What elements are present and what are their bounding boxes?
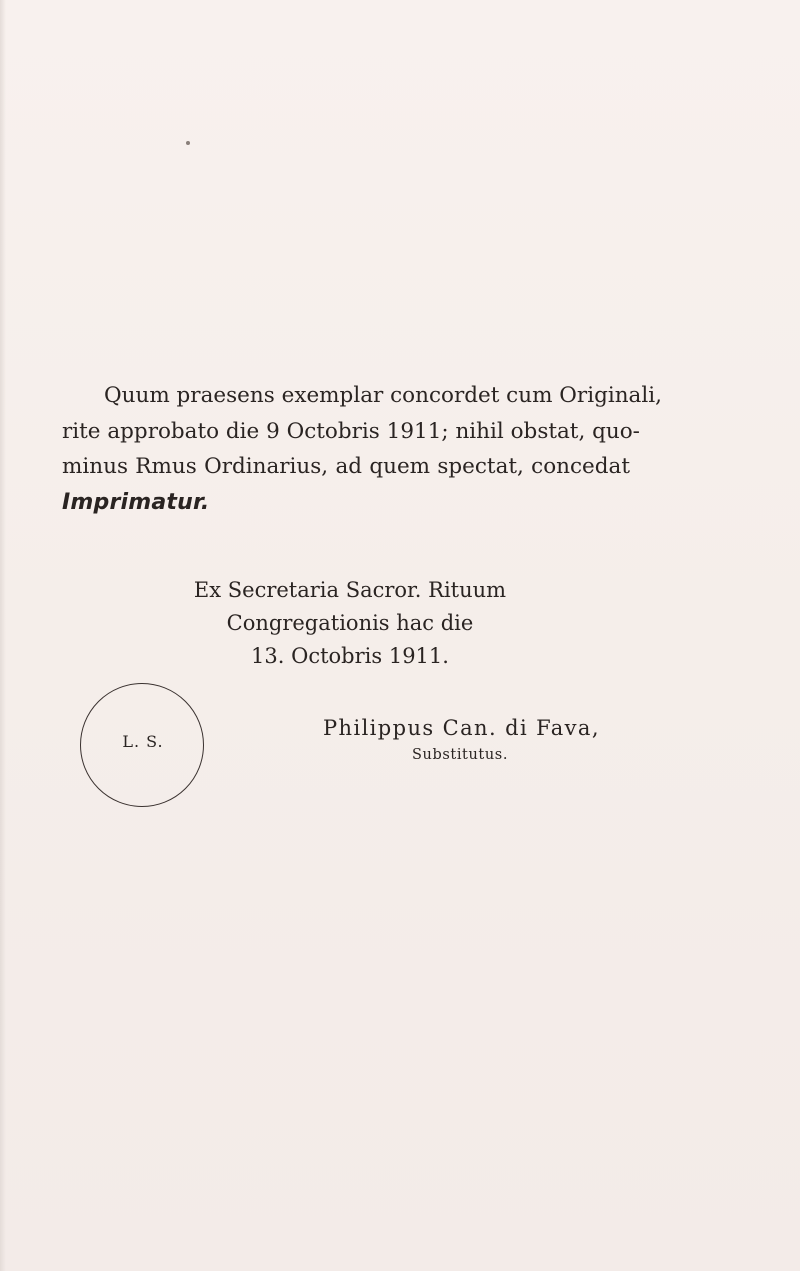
secretariat-line: Ex Secretaria Sacror. Rituum [193,578,507,602]
approval-paragraph [62,378,662,520]
seal-label: L. S. [122,732,164,751]
signatory-title: Substitutus. [412,747,509,763]
secretariat-block [150,574,550,673]
approval-line: rite approbato die 9 Octobris 1911; nihil obstat, quo- [62,418,640,444]
signatory-name: Philippus Can. di Fava, [323,716,600,740]
secretariat-date: 13. Octobris 1911. [251,644,449,668]
imprimatur-word: Imprimatur. [62,489,210,515]
approval-line: Quum praesens exemplar concordet cum Originali, [104,383,662,408]
secretariat-line: Congregationis hac die [226,611,474,635]
approval-line: minus Rmus Ordinarius, ad quem spectat, concedat [62,454,630,479]
ink-speck [186,141,190,145]
seal-circle [80,683,204,807]
page-edge-shadow [0,0,6,1271]
